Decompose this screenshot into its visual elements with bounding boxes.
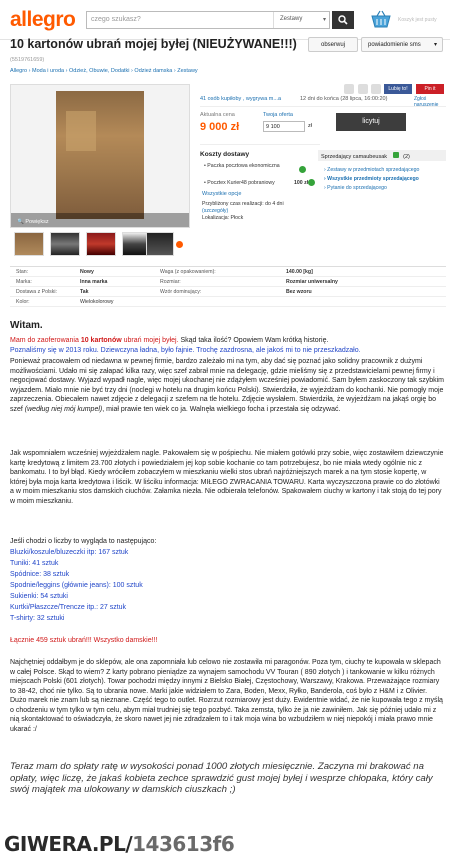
pinterest-button[interactable]: Pin it xyxy=(416,84,444,94)
site-watermark: GIWERA.PL/143613f6 xyxy=(4,832,235,856)
zoom-label[interactable]: 🔍 Powiększ xyxy=(17,219,49,225)
report-link[interactable]: Zgłoś naruszenie xyxy=(414,96,439,108)
breadcrumb[interactable]: Allegro › Moda i uroda › Odzież, Obuwie, Dodatki › Odzież damska › Zestawy xyxy=(10,68,198,74)
time-left: 12 dni do końca (28 lipca, 16:00:20) xyxy=(300,96,388,102)
search-icon xyxy=(338,15,348,25)
description-paragraph: Jak wspomniałem wcześniej wyjeżdżałem nagle. Pakowałem się w pośpiechu. Nie miałem gotówki przy sobie, więc zostawiłem dziewczynie kartę kredytową z limitem 23.700 złotych i powiedziałem jej kop sobie kochanie co tam potrzebujesz, bo nie miała wtedy ogólnie nic z bankomatu. I to był błąd. Kiedy wróciłem zobaczyłem w mieszkaniu wielki stos ubrań najróżniejszych marek a na tym stosie kopertę, w której była moja karta kredytowa i liścik. W liściku informacja: MIŁEGO ZWRACANIA TOWARU. Karta wyczyszczona prawie co do złotówki a w moim mieszkaniu stos damskich ciuchów. Załamka niezła. Nie odbierała telefonów. Spakowałem ciuchy w kartony i tak stoją do tej pory w moim mieszkaniu. xyxy=(10,450,444,505)
description-paragraph: Najchętniej oddałbym je do sklepów, ale ona zapomniała lub celowo nie zostawiła mi paragonów. Poza tym, ciuchy te kupowała w sklepach w całej Polsce. Skąd to wiem? Z karty pobrano pieniądze za wynajem samochodu VV Touran ( 890 złotych ) i tankowanie w kilku różnych miejscach Polski (601 złotych). Towar pochodzi między innymi z Bielsko Białej, Częstochowy, Warszawy, Krakowa. Przeważające rozmiary to 38-42, choć nie tylko. Są to ubrania nowe. Marki jakie widziałem to Zara, Boden, Mexx, Ryłko, Banderola, coś było z H&M i z Olivier. Dużo marek nie znam lub są nieznane. Część tego to outlet. Rozrzut rozmiarowy jest duży. Ewidentnie widać, że nie kupowała tego z myślą o chodzeniu w tym tylko w tym celu, abym miał trudniej się tego pozbyć. Taka zemsta, tylko że ja nie zawiniłem. Jak się później udało mi z nią skontaktować to oświadczyła, że skoro nawet jej nie zdradzałem to i tak moja wina bo wzbudziłem w niej niepokój i miała prawo mnie ukarać :/ xyxy=(10,659,443,733)
print-icon[interactable] xyxy=(371,84,381,94)
item-id: (5519761659) xyxy=(10,57,45,63)
category-label: Zestawy xyxy=(280,16,303,22)
next-thumbnail-dot[interactable] xyxy=(176,241,183,248)
details-link[interactable]: (szczegóły) xyxy=(202,208,229,214)
table-row: Kolor: Wielokolorowy xyxy=(10,297,446,307)
list-item: T-shirty: 32 sztuki xyxy=(10,615,65,622)
basket-status: Koszyk jest pusty xyxy=(398,17,437,23)
check-icon xyxy=(299,166,306,173)
chevron-down-icon: ▾ xyxy=(433,42,437,48)
list-item: Sukienki: 54 sztuki xyxy=(10,593,68,600)
description-paragraph: Poznaliśmy się w 2013 roku. Dziewczyna ładna, było fajnie. Trochę zazdrosna, ale jakoś mi to nie przeszkadzało. xyxy=(10,347,361,354)
top-header xyxy=(0,0,450,40)
watchers-count[interactable]: 41 osób kupiłoby , wygrywa m...a xyxy=(200,96,282,102)
price-box xyxy=(200,106,446,142)
watermark-bar xyxy=(0,832,450,860)
table-row: Stan: Nowy Waga (z opakowaniem): 140.00 [kg] xyxy=(10,267,446,277)
delivery-price: 100 zł xyxy=(294,180,309,186)
list-item: Tuniki: 41 sztuk xyxy=(10,560,59,567)
chevron-down-icon: ▾ xyxy=(322,17,326,23)
search-bar[interactable] xyxy=(86,11,330,29)
current-price: 9 000 zł xyxy=(200,121,240,133)
all-delivery-options-link[interactable]: Wszystkie opcje xyxy=(202,191,242,197)
seller-box xyxy=(318,150,446,194)
seller-link[interactable]: › Pytanie do sprzedającego xyxy=(324,185,387,191)
parameters-table xyxy=(10,266,446,310)
basket-icon[interactable] xyxy=(370,10,392,30)
seller-link[interactable]: › Wszystkie przedmioty sprzedającego xyxy=(324,176,419,182)
delivery-box xyxy=(200,144,320,240)
sms-notify-button[interactable] xyxy=(361,37,443,52)
delivery-heading: Koszty dostawy xyxy=(200,151,250,158)
description-heading: Witam. xyxy=(10,320,43,331)
offer-unit: zł xyxy=(308,123,312,129)
main-photo[interactable] xyxy=(10,84,190,228)
sms-notify-label: powiadomienie sms xyxy=(368,42,421,48)
allegro-logo[interactable]: allegro xyxy=(10,8,76,31)
list-item: Spodnie/leggins (głównie jeans): 100 sztuk xyxy=(10,582,143,589)
availability-info: Przybliżony czas realizacji: do 4 dni (szczegóły) Lokalizacja: Płock xyxy=(202,201,284,221)
bid-button[interactable]: licytuj xyxy=(336,113,406,131)
offer-input[interactable]: 9 100 xyxy=(263,121,305,132)
total-count: Łącznie 459 sztuk ubrań!!! Wszystko damskie!!! xyxy=(10,637,158,644)
seller-heading[interactable]: Sprzedający camaubeusak (2) xyxy=(318,150,446,161)
search-button[interactable] xyxy=(332,11,354,29)
list-item: Kurtki/Płaszcze/Trencze itp.: 27 sztuk xyxy=(10,604,127,611)
table-row: Marka: Inna marka Rozmiar: Rozmiar uniwersalny xyxy=(10,277,446,287)
thumbnail[interactable] xyxy=(86,232,116,256)
description-paragraph: Ponieważ pracowałem od niedawna w pewnej firmie, bardzo zależało mi na tym, aby dać się poznać jako solidny pracownik z dużymi możliwościami. Udało mi się załapać kilka razy, więc szef zabrał mnie na delegację, gdzie mieliśmy się z przedstawicielami pewnej firmy i negocjować dostawy. Wyjazd wypadł nagle, więc mojej ukochanej nie zdążyłem wcześniej powiadomić. Sam byłem zaskoczony tak szybkim wyjazdem. Miało mnie nie być trzy dni (noclegi w hotelu na drugim końcu Polski). Stwierdziła, że wyjeżdżam do kochanki. Nie pomogły moje zaprzeczenia. Obiecałem nawet zdjęcie z delegacji z szefem na tle hotelu. Zdjęcie wysłałem. Stwierdziła, że wyjeżdżam na jakąś orgię bo szef (według niej mój kumpel), miał prawie ten wiek co ja. Walnęła wielkiego focha i przestała się odzywać. xyxy=(10,358,444,413)
facebook-like-button[interactable]: Lubię to! xyxy=(384,84,412,94)
price-label: Aktualna cena xyxy=(200,112,235,118)
list-item: Spódnice: 38 sztuk xyxy=(10,571,70,578)
seller-link[interactable]: › Zestawy w przedmiotach sprzedającego xyxy=(324,167,420,173)
offer-label: Twoja oferta xyxy=(263,112,293,118)
table-row: Dostawa z Polski: Tak Wzór dominujący: Bez wzoru xyxy=(10,287,446,297)
email-icon[interactable] xyxy=(358,84,368,94)
delivery-option: • Pocztex Kurier48 pobraniowy xyxy=(204,180,275,186)
description-paragraph: Mam do zaoferowania 10 kartonów ubrań mojej byłej. Skąd taka ilość? Opowiem Wam krótką historię. xyxy=(10,337,329,344)
category-select[interactable] xyxy=(273,12,331,28)
boxes-photo xyxy=(56,91,144,219)
observe-button[interactable]: obserwuj xyxy=(308,37,358,52)
seller-badge-icon xyxy=(393,152,399,158)
thumbnail[interactable] xyxy=(50,232,80,256)
item-title: 10 kartonów ubrań mojej byłej (NIEUŻYWANE!!!) xyxy=(10,37,297,51)
thumbnail[interactable] xyxy=(14,232,44,256)
description-outro: Teraz mam do spłaty ratę w wysokości ponad 1000 złotych miesięcznie. Zaczyna mi brakować na opłaty, więc liczę, że jakaś kobieta zechce sprawdzić gust mojej byłej i wesprze chłopaka, który cały swój majątek ma ulokowany w damskich ciuszkach ;) xyxy=(10,761,433,796)
thumbnail[interactable] xyxy=(146,232,174,256)
description-paragraph: Jeśli chodzi o liczby to wygląda to następująco: xyxy=(10,538,157,545)
list-item: Bluzki/koszule/bluzeczki itp: 167 sztuk xyxy=(10,549,129,556)
check-icon xyxy=(308,179,315,186)
delivery-option: • Paczka pocztowa ekonomiczna xyxy=(204,163,280,169)
search-input[interactable]: czego szukasz? xyxy=(91,16,141,23)
share-icon[interactable] xyxy=(344,84,354,94)
